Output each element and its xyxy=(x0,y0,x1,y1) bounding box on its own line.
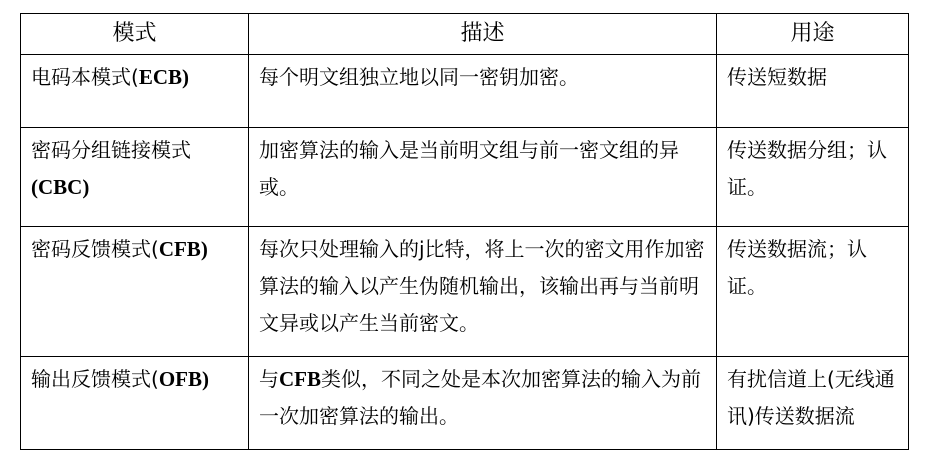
header-mode: 模式 xyxy=(21,14,249,55)
usage-cell: 传送数据流；认证。 xyxy=(717,227,909,357)
mode-name: 密码反馈模式( xyxy=(31,237,159,261)
description-cell: 每次只处理输入的j比特，将上一次的密文用作加密算法的输入以产生伪随机输出，该输出再与当前明文异或以产生当前密文。 xyxy=(249,227,717,357)
mode-tail: ) xyxy=(182,65,189,89)
mode-cell xyxy=(21,128,249,227)
mode-tail: ) xyxy=(200,237,208,261)
table-row-ofb xyxy=(21,357,909,450)
description-cell xyxy=(249,357,717,450)
table-row-cfb xyxy=(21,227,909,357)
mode-name: 密码分组链接模式 xyxy=(31,138,191,162)
header-usage: 用途 xyxy=(717,14,909,55)
description-text: 与 xyxy=(259,367,279,391)
mode-abbr: OFB xyxy=(158,367,202,391)
description-cell: 加密算法的输入是当前明文组与前一密文组的异或。 xyxy=(249,128,717,227)
mode-name: 输出反馈模式( xyxy=(31,367,159,391)
table-header-row xyxy=(21,14,909,55)
mode-cell xyxy=(21,55,249,128)
mode-abbr: (CBC) xyxy=(31,175,90,199)
usage-cell: 有扰信道上(无线通讯)传送数据流 xyxy=(717,357,909,450)
table-row-cbc xyxy=(21,128,909,227)
description-cell: 每个明文组独立地以同一密钥加密。 xyxy=(249,55,717,128)
description-abbr: CFB xyxy=(279,367,321,391)
mode-abbr: CFB xyxy=(158,237,201,261)
table-row-ecb xyxy=(21,55,909,128)
mode-cell xyxy=(21,357,249,450)
mode-name: 电码本模式( xyxy=(31,65,139,89)
mode-abbr: ECB xyxy=(138,65,182,89)
mode-tail: ) xyxy=(201,367,209,391)
mode-cell xyxy=(21,227,249,357)
cipher-modes-table xyxy=(20,13,909,450)
usage-cell: 传送数据分组；认证。 xyxy=(717,128,909,227)
usage-cell: 传送短数据 xyxy=(717,55,909,128)
header-description: 描述 xyxy=(249,14,717,55)
description-text: 类似，不同之处是本次加密算法的输入为前一次加密算法的输出。 xyxy=(259,367,701,428)
